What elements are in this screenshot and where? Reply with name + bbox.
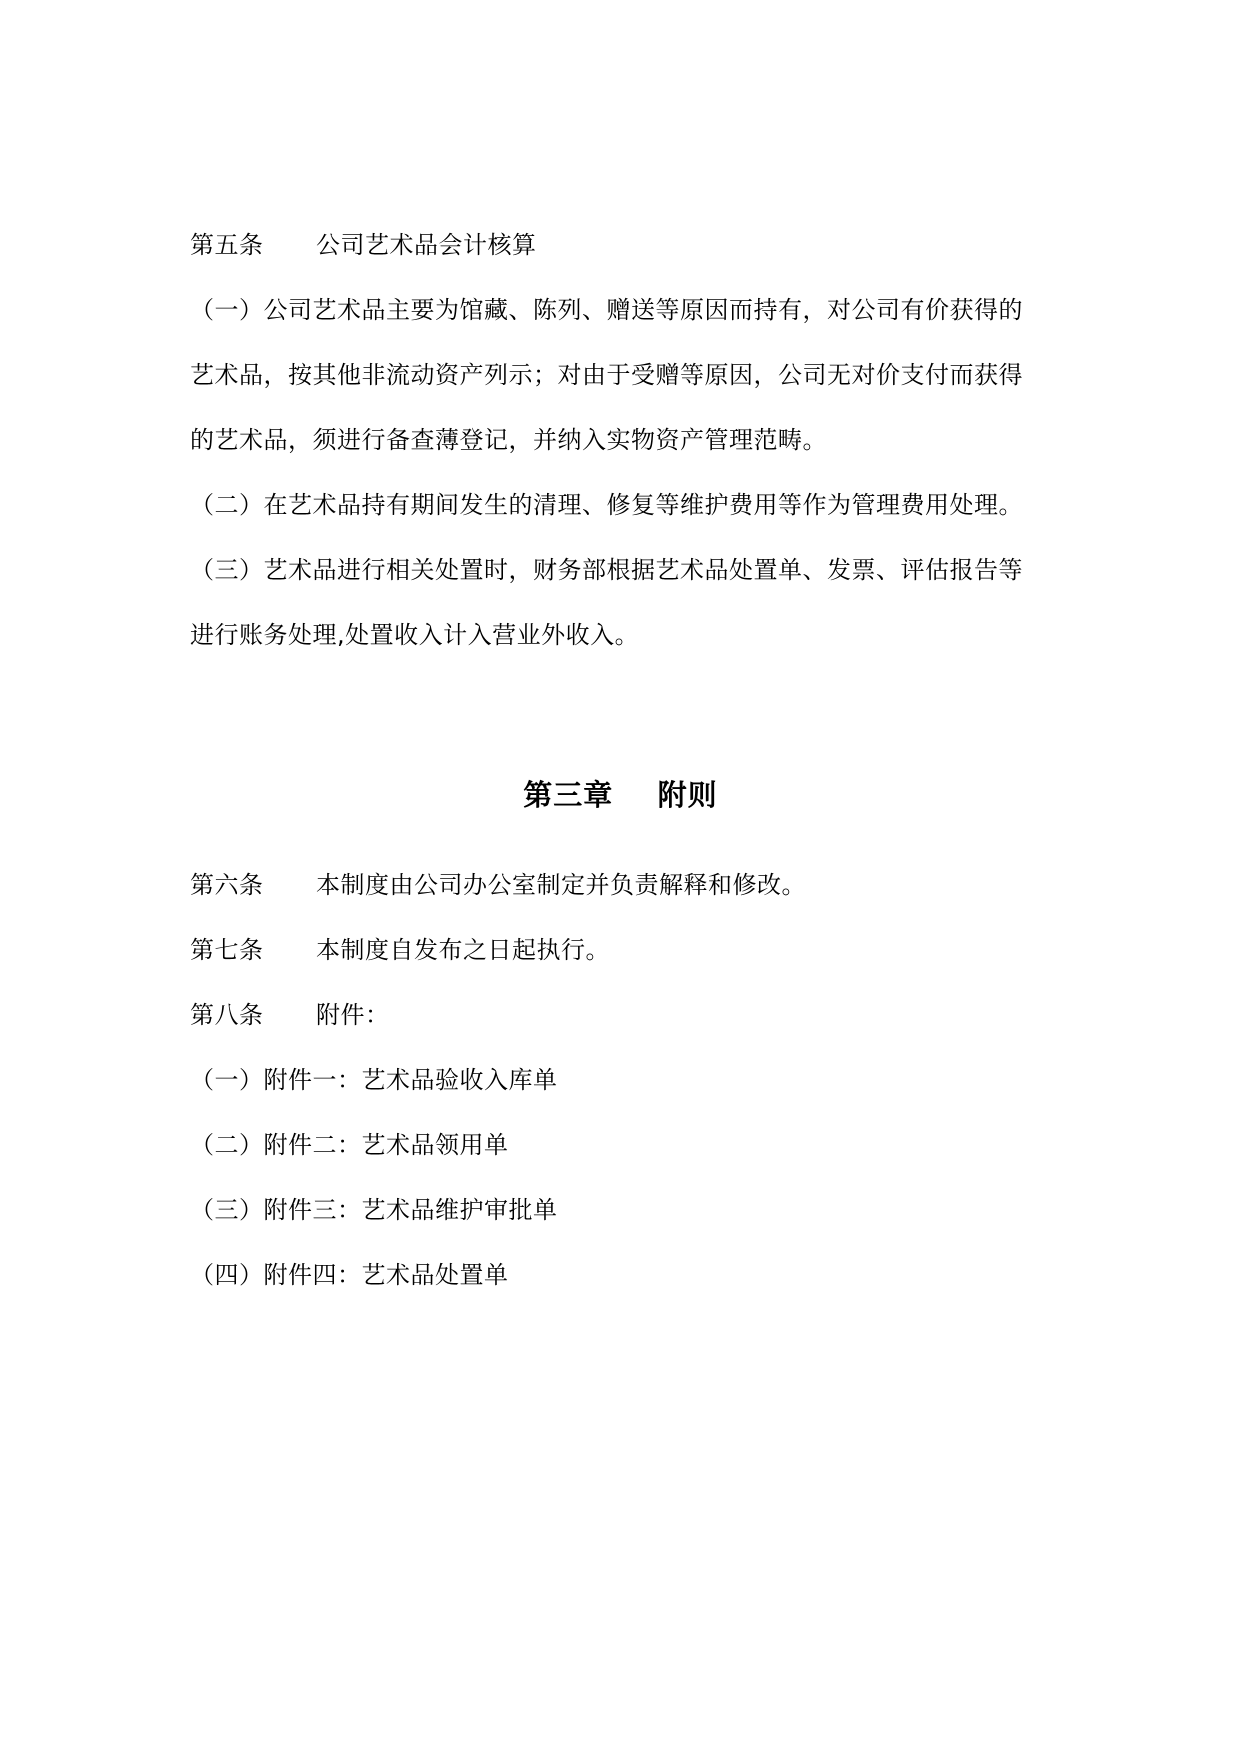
article-8-number: 第八条 bbox=[190, 1001, 264, 1029]
article-5-title: 公司艺术品会计核算 bbox=[316, 231, 537, 259]
article-7-text: 本制度自发布之日起执行。 bbox=[316, 936, 610, 964]
article-5-item-1-line-1: （一）公司艺术品主要为馆藏、陈列、赠送等原因而持有，对公司有价获得的 bbox=[190, 296, 1023, 324]
article-7-number: 第七条 bbox=[190, 936, 264, 964]
article-5-item-1-line-2: 艺术品，按其他非流动资产列示；对由于受赠等原因，公司无对价支付而获得 bbox=[190, 361, 1023, 389]
article-5-item-3-line-2: 进行账务处理,处置收入计入营业外收入。 bbox=[190, 621, 640, 649]
article-5-item-3-line-1: （三）艺术品进行相关处置时，财务部根据艺术品处置单、发票、评估报告等 bbox=[190, 556, 1023, 584]
attachment-item-3: （三）附件三：艺术品维护审批单 bbox=[190, 1196, 558, 1224]
article-5-item-2-line-1: （二）在艺术品持有期间发生的清理、修复等维护费用等作为管理费用处理。 bbox=[190, 491, 1023, 519]
attachment-item-2: （二）附件二：艺术品领用单 bbox=[190, 1131, 509, 1159]
attachment-item-4: （四）附件四：艺术品处置单 bbox=[190, 1261, 509, 1289]
article-8-text: 附件： bbox=[316, 1001, 390, 1029]
attachment-item-1: （一）附件一：艺术品验收入库单 bbox=[190, 1066, 558, 1094]
article-6-number: 第六条 bbox=[190, 871, 264, 899]
article-7 bbox=[190, 935, 1070, 965]
article-5-heading bbox=[190, 230, 1070, 260]
chapter-3-title: 第三章 附则 bbox=[523, 778, 718, 812]
article-6 bbox=[190, 870, 1070, 900]
article-5-item-1-line-3: 的艺术品，须进行备查薄登记，并纳入实物资产管理范畴。 bbox=[190, 426, 827, 454]
article-6-text: 本制度由公司办公室制定并负责解释和修改。 bbox=[316, 871, 806, 899]
article-5-number: 第五条 bbox=[190, 231, 264, 259]
article-8 bbox=[190, 1000, 1070, 1030]
